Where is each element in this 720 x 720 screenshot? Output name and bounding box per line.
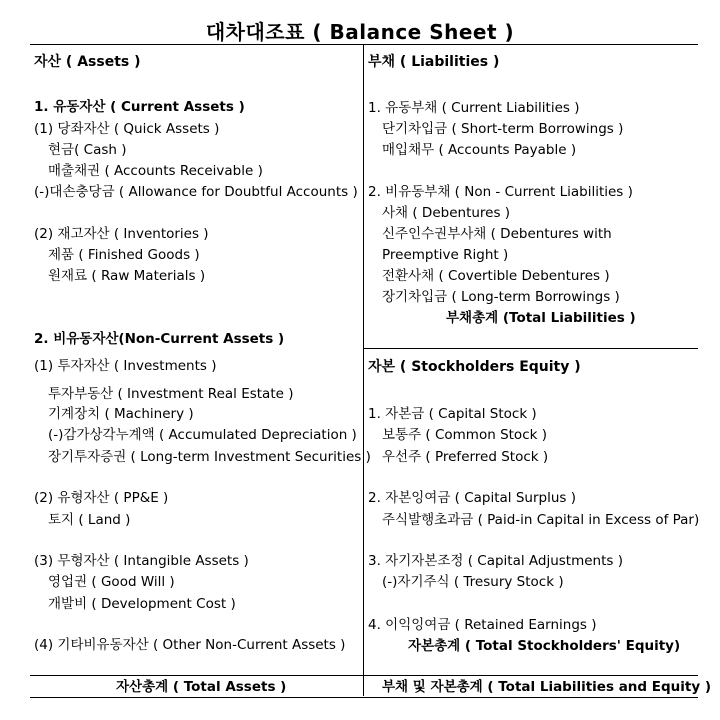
machinery: 기계장치 ( Machinery ) — [48, 406, 194, 422]
treasury-stock: (-)자기주식 ( Tresury Stock ) — [382, 574, 564, 590]
investment-real-estate: 투자부동산 ( Investment Real Estate ) — [48, 386, 294, 402]
total-liabilities-and-equity: 부채 및 자본총계 ( Total Liabilities and Equity ) — [382, 679, 712, 695]
investments: (1) 투자자산 ( Investments ) — [34, 358, 217, 374]
development-cost: 개발비 ( Development Cost ) — [48, 596, 236, 612]
other-noncurrent-assets: (4) 기타비유동자산 ( Other Non-Current Assets ) — [34, 637, 346, 653]
preferred-stock: 우선주 ( Preferred Stock ) — [382, 449, 549, 465]
raw-materials: 원재료 ( Raw Materials ) — [48, 268, 206, 284]
current-assets-heading: 1. 유동자산 ( Current Assets ) — [34, 99, 245, 115]
capital-stock: 1. 자본금 ( Capital Stock ) — [368, 406, 537, 422]
quick-assets: (1) 당좌자산 ( Quick Assets ) — [34, 121, 220, 137]
cash: 현금( Cash ) — [48, 142, 127, 158]
convertible-debentures: 전환사채 ( Covertible Debentures ) — [382, 268, 610, 284]
liabilities-header: 부채 ( Liabilities ) — [368, 54, 500, 70]
total-equity: 자본총계 ( Total Stockholders' Equity) — [408, 638, 681, 654]
current-liabilities-heading: 1. 유동부채 ( Current Liabilities ) — [368, 100, 580, 116]
intangible-assets: (3) 무형자산 ( Intangible Assets ) — [34, 553, 249, 569]
equity-header: 자본 ( Stockholders Equity ) — [368, 359, 581, 375]
noncurrent-liabilities-heading: 2. 비유동부채 ( Non - Current Liabilities ) — [368, 184, 633, 200]
goodwill: 영업권 ( Good Will ) — [48, 574, 175, 590]
paid-in-excess: 주식발행초과금 ( Paid-in Capital in Excess of Par) — [382, 512, 700, 528]
assets-header: 자산 ( Assets ) — [34, 54, 141, 70]
accumulated-depreciation: (-)감가상각누계액 ( Accumulated Depreciation ) — [48, 427, 357, 443]
retained-earnings: 4. 이익잉여금 ( Retained Earnings ) — [368, 617, 597, 633]
noncurrent-assets-heading: 2. 비유동자산(Non-Current Assets ) — [34, 331, 285, 347]
accounts-payable: 매입채무 ( Accounts Payable ) — [382, 142, 577, 158]
common-stock: 보통주 ( Common Stock ) — [382, 427, 547, 443]
allowance-doubtful-accounts: (-)대손충당금 ( Allowance for Doubtful Accounts ) — [34, 184, 358, 200]
long-term-securities: 장기투자증권 ( Long-term Investment Securities ) — [48, 449, 371, 465]
short-term-borrowings: 단기차입금 ( Short-term Borrowings ) — [382, 121, 624, 137]
page-title: 대차대조표 ( Balance Sheet ) — [205, 20, 515, 44]
total-liabilities: 부채총계 (Total Liabilities ) — [446, 310, 636, 326]
totals-divider — [30, 675, 698, 676]
total-assets: 자산총계 ( Total Assets ) — [116, 679, 287, 695]
preemptive-debentures: 신주인수권부사채 ( Debentures with — [382, 226, 612, 242]
accounts-receivable: 매출채권 ( Accounts Receivable ) — [48, 163, 263, 179]
liabilities-equity-divider — [363, 348, 698, 349]
finished-goods: 제품 ( Finished Goods ) — [48, 247, 200, 263]
column-divider — [363, 44, 364, 696]
long-term-borrowings: 장기차입금 ( Long-term Borrowings ) — [382, 289, 620, 305]
land: 토지 ( Land ) — [48, 512, 131, 528]
capital-adjustments: 3. 자기자본조정 ( Capital Adjustments ) — [368, 553, 623, 569]
preemptive-right: Preemptive Right ) — [382, 247, 509, 263]
inventories: (2) 재고자산 ( Inventories ) — [34, 226, 209, 242]
ppe: (2) 유형자산 ( PP&E ) — [34, 490, 169, 506]
capital-surplus: 2. 자본잉여금 ( Capital Surplus ) — [368, 490, 576, 506]
debentures: 사채 ( Debentures ) — [382, 205, 511, 221]
